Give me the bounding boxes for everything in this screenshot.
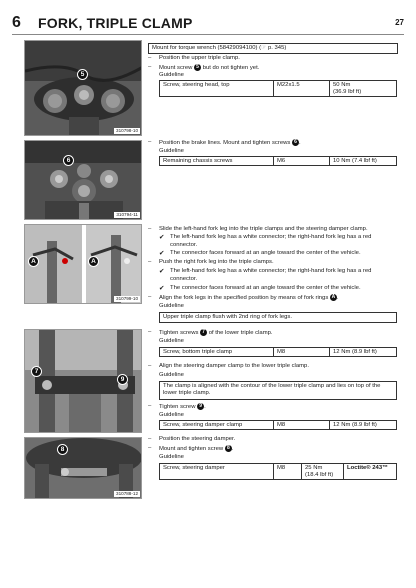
figure-fork-legs — [24, 224, 142, 304]
guideline-label: Guideline — [159, 454, 184, 460]
tool-info-box — [148, 43, 398, 54]
spec-compound: Loctite® 243™ — [344, 464, 397, 480]
check-icon: ✔ — [159, 250, 165, 257]
callout-A-right: A — [88, 256, 99, 267]
spec-table-steering-damper — [159, 463, 397, 480]
guideline-fork-rings: Upper triple clamp flush with 2nd ring of fork legs. — [159, 312, 397, 323]
check-icon: ✔ — [159, 234, 165, 241]
tool-text: Mount for torque wrench (58429094100) ( — [152, 45, 262, 51]
spec-name: Screw, steering head, top — [160, 81, 274, 97]
dash-icon: – — [148, 363, 152, 369]
figure-5-photo — [25, 438, 142, 499]
spec-torque: 10 Nm (7.4 lbf ft) — [330, 157, 397, 166]
callout-6: 6 — [63, 155, 74, 166]
figure-steering-damper — [24, 437, 142, 499]
dash-icon: – — [148, 259, 152, 265]
page-ref-icon: ☞ — [261, 45, 267, 51]
guideline-label: Guideline — [159, 303, 184, 309]
bullet-9: 9 — [197, 403, 204, 410]
spec-thread: M6 — [274, 157, 330, 166]
dash-icon: – — [148, 139, 152, 145]
callout-A-left: A — [28, 256, 39, 267]
chapter-title: FORK, TRIPLE CLAMP — [38, 15, 193, 31]
page-header — [12, 14, 404, 32]
figure-2-caption: 310794-11 — [116, 212, 138, 217]
page-number: 27 — [395, 18, 404, 27]
figure-2-photo — [25, 141, 142, 220]
bullet-7: 7 — [200, 329, 207, 336]
spec-table-steering-head — [159, 80, 397, 97]
bullet-6: 6 — [292, 139, 299, 146]
figure-upper-triple-clamp — [24, 40, 142, 136]
bullet-8: 8 — [225, 445, 232, 452]
guideline-label: Guideline — [159, 148, 184, 154]
dash-icon: – — [148, 403, 152, 409]
spec-thread: M8 — [274, 421, 330, 430]
spec-torque: 25 Nm (18.4 lbf ft) — [302, 464, 344, 480]
check-icon: ✔ — [159, 268, 165, 275]
header-divider — [12, 34, 404, 35]
figure-chassis-screws — [24, 140, 142, 220]
spec-thread: M8 — [274, 464, 302, 480]
spec-torque: 50 Nm (36.9 lbf ft) — [330, 81, 397, 97]
dash-icon: – — [148, 55, 152, 61]
callout-8: 8 — [57, 444, 68, 455]
dash-icon: – — [148, 226, 152, 232]
callout-9: 9 — [117, 374, 128, 385]
bullet-A: A — [331, 294, 336, 300]
spec-name: Remaining chassis screws — [160, 157, 274, 166]
spec-table-bottom-clamp — [159, 347, 397, 357]
figure-5-caption: 310788-12 — [116, 491, 138, 496]
dash-icon: – — [148, 294, 152, 300]
guideline-clamp-alignment: The clamp is aligned with the contour of the lower triple clamp and lies on top of the lower triple clamp. — [159, 381, 397, 400]
guideline-label: Guideline — [159, 72, 184, 78]
figure-3-photo — [25, 225, 142, 304]
guideline-label: Guideline — [159, 372, 184, 378]
figure-1-photo — [25, 41, 142, 136]
figure-3-caption: 310799-10 — [116, 296, 138, 301]
spec-name: Screw, steering damper — [160, 464, 274, 480]
guideline-label: Guideline — [159, 412, 184, 418]
spec-thread: M22x1.5 — [274, 81, 330, 97]
check-icon: ✔ — [159, 285, 165, 292]
dash-icon: – — [148, 64, 152, 70]
dash-icon: – — [148, 445, 152, 451]
figure-1-caption: 310798-10 — [116, 128, 138, 133]
spec-name: Screw, bottom triple clamp — [160, 348, 274, 357]
spec-table-damper-clamp — [159, 420, 397, 430]
bullet-5: 5 — [194, 64, 201, 71]
spec-torque: 12 Nm (8.9 lbf ft) — [330, 348, 397, 357]
callout-7: 7 — [31, 366, 42, 377]
callout-5: 5 — [77, 69, 88, 80]
spec-table-chassis-screws — [159, 156, 397, 166]
dash-icon: – — [148, 329, 152, 335]
spec-thread: M8 — [274, 348, 330, 357]
dash-icon: – — [148, 436, 152, 442]
guideline-label: Guideline — [159, 338, 184, 344]
tool-page-ref: p. 345) — [266, 45, 287, 51]
spec-name: Screw, steering damper clamp — [160, 421, 274, 430]
figure-lower-triple-clamp — [24, 329, 142, 433]
chapter-number: 6 — [12, 14, 21, 31]
spec-torque: 12 Nm (8.9 lbf ft) — [330, 421, 397, 430]
